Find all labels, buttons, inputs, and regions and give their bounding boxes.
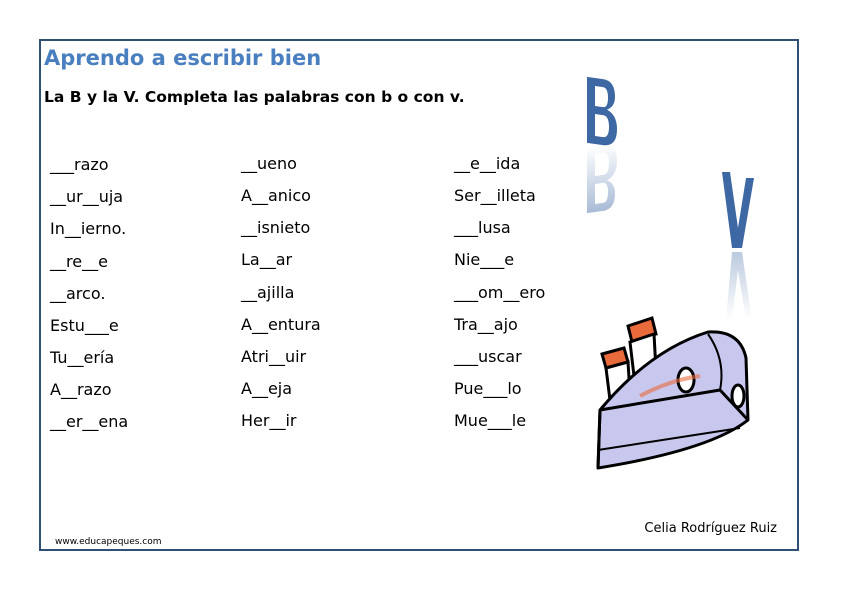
word-item: ___razo — [50, 155, 109, 174]
letter-b-illustration — [575, 72, 625, 227]
word-item: La__ar — [241, 250, 293, 269]
word-item: Mue___le — [454, 411, 527, 430]
worksheet-instructions: La B y la V. Completa las palabras con b o con v. — [44, 88, 465, 106]
word-item: Nie___e — [454, 250, 515, 269]
word-item: __isnieto — [241, 218, 311, 237]
word-item: __ur__uja — [50, 187, 124, 206]
boat-illustration — [590, 310, 755, 480]
word-item: ___uscar — [454, 347, 522, 366]
letter-v-illustration — [718, 170, 758, 320]
word-item: Ser__illeta — [454, 186, 536, 205]
word-item: Estu___e — [50, 316, 119, 335]
word-item: __ajilla — [241, 283, 295, 302]
word-item: A__eja — [241, 379, 293, 398]
word-item: __e__ida — [454, 154, 521, 173]
word-item: A__razo — [50, 380, 112, 399]
word-item: Tu__ería — [50, 348, 115, 367]
word-item: __re__e — [50, 252, 108, 271]
word-item: In__ierno. — [50, 219, 127, 238]
author-credit: Celia Rodríguez Ruiz — [644, 521, 777, 536]
worksheet-title: Aprendo a escribir bien — [44, 46, 322, 70]
word-item: Atri__uir — [241, 347, 307, 366]
website-credit: www.educapeques.com — [55, 537, 162, 547]
word-item: Her__ir — [241, 411, 297, 430]
word-item: __ueno — [241, 154, 297, 173]
word-item: A__entura — [241, 315, 321, 334]
word-item: __arco. — [50, 284, 106, 303]
word-item: ___om__ero — [454, 283, 546, 302]
word-item: __er__ena — [50, 412, 129, 431]
word-item: Tra__ajo — [454, 315, 518, 334]
word-item: A__anico — [241, 186, 311, 205]
word-item: ___lusa — [454, 218, 511, 237]
word-item: Pue___lo — [454, 379, 522, 398]
